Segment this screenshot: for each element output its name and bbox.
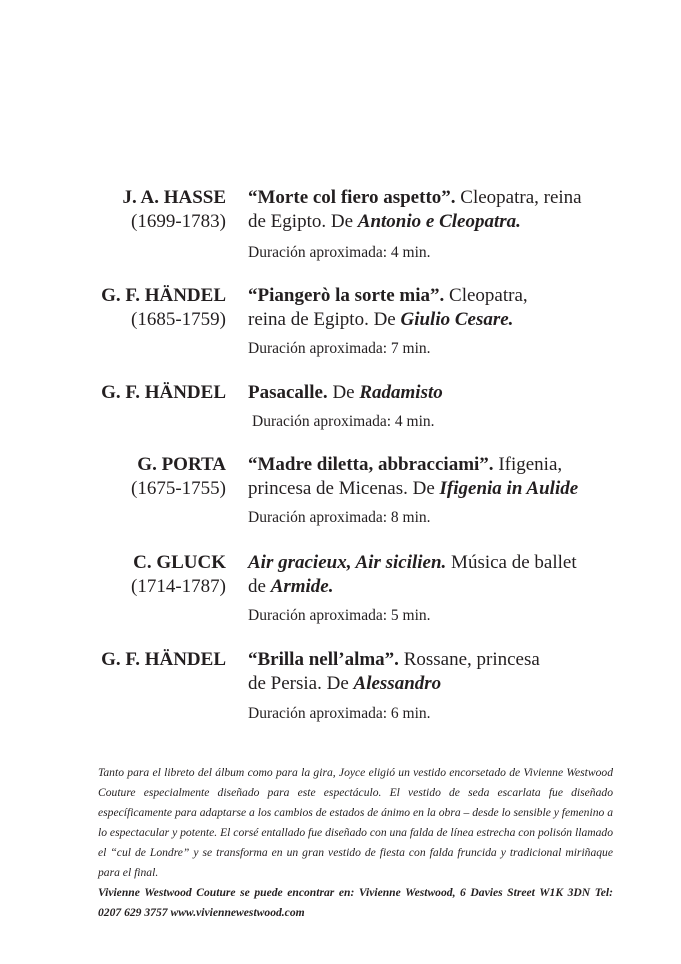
role-text: de Egipto. De: [248, 211, 358, 232]
opera-title: Armide.: [270, 576, 334, 597]
role-text: de Persia. De: [248, 673, 354, 694]
composer-dates: (1675-1755): [131, 478, 226, 499]
opera-title: Radamisto: [359, 382, 443, 403]
opera-title: Alessandro: [353, 673, 442, 694]
composer: [101, 648, 226, 672]
composer-name: C. GLUCK: [133, 552, 226, 573]
role-text: princesa de Micenas. De: [248, 478, 440, 499]
work-line: [248, 551, 628, 575]
composer-dates: (1714-1787): [131, 576, 226, 597]
work-line: [248, 477, 628, 501]
aria-title: “Piangerò la sorte mia”.: [248, 285, 445, 306]
work-description: [248, 186, 628, 234]
role-text: Rossane, princesa: [398, 649, 540, 670]
role-text: de: [248, 576, 271, 597]
costume-note: [98, 763, 613, 923]
composer: [131, 551, 226, 599]
work-description: [248, 648, 628, 696]
duration: Duración aproximada: 5 min.: [248, 607, 431, 624]
work-line: [248, 308, 628, 332]
composer-name: G. F. HÄNDEL: [101, 382, 226, 403]
work-description: [248, 381, 628, 405]
composer-name: G. F. HÄNDEL: [101, 649, 226, 670]
work-line: [248, 648, 628, 672]
work-line: [248, 284, 628, 308]
work-line: [248, 210, 628, 234]
opera-title: Giulio Cesare.: [400, 309, 514, 330]
work-line: [248, 672, 628, 696]
aria-title: Air gracieux, Air sicilien.: [248, 552, 447, 573]
opera-title: Ifigenia in Aulide: [439, 478, 579, 499]
work-description: [248, 453, 628, 501]
composer-name: G. PORTA: [137, 454, 226, 475]
composer-name: J. A. HASSE: [122, 187, 226, 208]
role-text: Ifigenia,: [493, 454, 563, 475]
work-line: [248, 381, 628, 405]
work-description: [248, 551, 628, 599]
composer-dates: (1685-1759): [131, 309, 226, 330]
aria-title: “Brilla nell’alma”.: [248, 649, 399, 670]
composer: [101, 381, 226, 405]
composer: [131, 453, 226, 501]
work-line: [248, 453, 628, 477]
composer-dates: (1699-1783): [131, 211, 226, 232]
aria-title: “Madre diletta, abbracciami”.: [248, 454, 494, 475]
note-credit: Vivienne Westwood Couture se puede encontrar en: Vivienne Westwood, 6 Davies Street W1K 3DN Tel: 0207 629 3757 www.viviennewestwood.com: [98, 886, 613, 919]
duration: Duración aproximada: 6 min.: [248, 705, 431, 722]
role-text: reina de Egipto. De: [248, 309, 401, 330]
note-body: Tanto para el libreto del álbum como para la gira, Joyce eligió un vestido encorsetado de Vivienne Westwood Couture especialmente diseñado para este espectáculo. El vestido de seda escarlata fue diseñado específicamente para adaptarse a los cambios de estados de ánimo en la obra – desde lo sensible y femenino a lo espectacular y potente. El corsé entallado fue diseñado con una falda de línea estrecha con polisón llamado el “cul de Londre” y se transforma en un gran vestido de fiesta con falda fruncida y tradicional miriñaque para el final.: [98, 766, 613, 879]
work-line: [248, 575, 628, 599]
duration: Duración aproximada: 4 min.: [248, 244, 431, 261]
role-text: De: [327, 382, 360, 403]
work-line: [248, 186, 628, 210]
duration: Duración aproximada: 4 min.: [252, 413, 435, 430]
composer: [101, 284, 226, 332]
aria-title: Pasacalle.: [248, 382, 328, 403]
role-text: Música de ballet: [446, 552, 577, 573]
role-text: Cleopatra,: [444, 285, 528, 306]
aria-title: “Morte col fiero aspetto”.: [248, 187, 456, 208]
role-text: Cleopatra, reina: [455, 187, 582, 208]
duration: Duración aproximada: 7 min.: [248, 340, 431, 357]
composer: [123, 186, 226, 234]
composer-name: G. F. HÄNDEL: [101, 285, 226, 306]
work-description: [248, 284, 628, 332]
opera-title: Antonio e Cleopatra.: [357, 211, 521, 232]
duration: Duración aproximada: 8 min.: [248, 509, 431, 526]
